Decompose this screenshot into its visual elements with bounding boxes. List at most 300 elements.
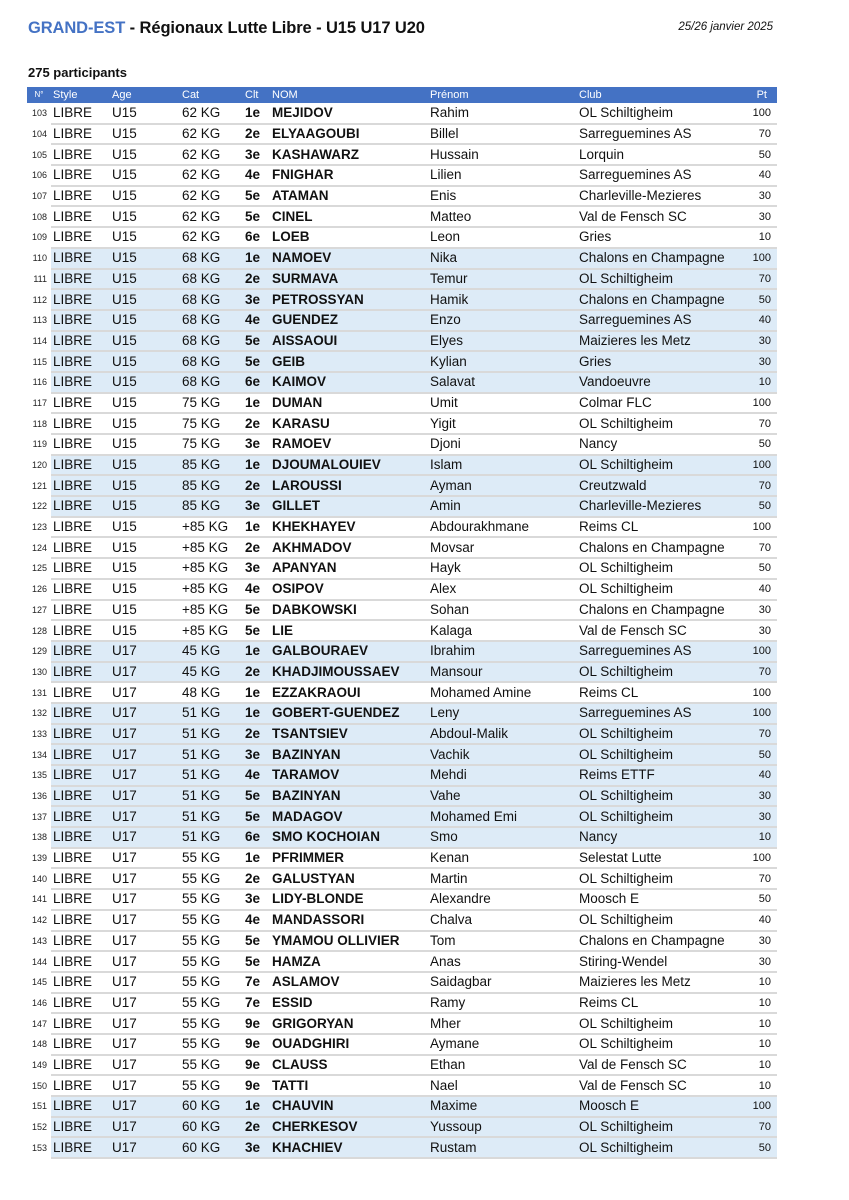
row-number: 129 bbox=[27, 641, 51, 662]
club-cell: OL Schiltigheim bbox=[577, 413, 737, 434]
club-cell: Nancy bbox=[577, 434, 737, 455]
first-name-cell: Saidagbar bbox=[428, 972, 577, 993]
table-row bbox=[27, 765, 777, 786]
age-cell: U17 bbox=[110, 744, 180, 765]
age-cell: U17 bbox=[110, 951, 180, 972]
event-date: 25/26 janvier 2025 bbox=[678, 21, 773, 33]
first-name-cell: Amin bbox=[428, 496, 577, 517]
row-number: 148 bbox=[27, 1034, 51, 1055]
first-name-cell: Nika bbox=[428, 248, 577, 269]
category-cell: 55 KG bbox=[180, 1034, 243, 1055]
style-cell: LIBRE bbox=[51, 1096, 110, 1117]
rank-cell: 3e bbox=[243, 1137, 270, 1158]
first-name-cell: Leon bbox=[428, 227, 577, 248]
age-cell: U15 bbox=[110, 165, 180, 186]
row-number: 144 bbox=[27, 951, 51, 972]
category-cell: 55 KG bbox=[180, 951, 243, 972]
last-name-cell: TATTI bbox=[270, 1075, 428, 1096]
row-number: 104 bbox=[27, 124, 51, 145]
table-row bbox=[27, 331, 777, 352]
points-cell: 10 bbox=[737, 1055, 777, 1076]
last-name-cell: HAMZA bbox=[270, 951, 428, 972]
age-cell: U17 bbox=[110, 1075, 180, 1096]
row-number: 125 bbox=[27, 558, 51, 579]
club-cell: Maizieres les Metz bbox=[577, 331, 737, 352]
points-cell: 50 bbox=[737, 889, 777, 910]
row-number: 122 bbox=[27, 496, 51, 517]
rank-cell: 2e bbox=[243, 269, 270, 290]
age-cell: U17 bbox=[110, 889, 180, 910]
category-cell: 51 KG bbox=[180, 786, 243, 807]
points-cell: 100 bbox=[737, 248, 777, 269]
points-cell: 40 bbox=[737, 165, 777, 186]
points-cell: 100 bbox=[737, 455, 777, 476]
category-cell: 62 KG bbox=[180, 144, 243, 165]
row-number: 116 bbox=[27, 372, 51, 393]
first-name-cell: Umit bbox=[428, 393, 577, 414]
table-row bbox=[27, 455, 777, 476]
category-cell: 85 KG bbox=[180, 496, 243, 517]
last-name-cell: MADAGOV bbox=[270, 806, 428, 827]
rank-cell: 5e bbox=[243, 931, 270, 952]
rank-cell: 5e bbox=[243, 206, 270, 227]
points-cell: 30 bbox=[737, 351, 777, 372]
first-name-cell: Aymane bbox=[428, 1034, 577, 1055]
points-cell: 50 bbox=[737, 144, 777, 165]
col-nom: NOM bbox=[272, 89, 298, 101]
points-cell: 30 bbox=[737, 806, 777, 827]
age-cell: U17 bbox=[110, 806, 180, 827]
style-cell: LIBRE bbox=[51, 786, 110, 807]
club-cell: Maizieres les Metz bbox=[577, 972, 737, 993]
club-cell: OL Schiltigheim bbox=[577, 103, 737, 124]
rank-cell: 3e bbox=[243, 744, 270, 765]
rank-cell: 2e bbox=[243, 413, 270, 434]
table-row bbox=[27, 558, 777, 579]
club-cell: Chalons en Champagne bbox=[577, 537, 737, 558]
club-cell: OL Schiltigheim bbox=[577, 786, 737, 807]
table-row bbox=[27, 393, 777, 414]
club-cell: Chalons en Champagne bbox=[577, 931, 737, 952]
points-cell: 10 bbox=[737, 827, 777, 848]
club-cell: Reims ETTF bbox=[577, 765, 737, 786]
style-cell: LIBRE bbox=[51, 186, 110, 207]
points-cell: 40 bbox=[737, 310, 777, 331]
first-name-cell: Sohan bbox=[428, 600, 577, 621]
first-name-cell: Salavat bbox=[428, 372, 577, 393]
category-cell: 60 KG bbox=[180, 1137, 243, 1158]
row-number: 131 bbox=[27, 682, 51, 703]
club-cell: Colmar FLC bbox=[577, 393, 737, 414]
rank-cell: 4e bbox=[243, 579, 270, 600]
category-cell: 60 KG bbox=[180, 1096, 243, 1117]
row-number: 150 bbox=[27, 1075, 51, 1096]
row-number: 115 bbox=[27, 351, 51, 372]
last-name-cell: ESSID bbox=[270, 993, 428, 1014]
last-name-cell: CHAUVIN bbox=[270, 1096, 428, 1117]
club-cell: Moosch E bbox=[577, 889, 737, 910]
points-cell: 30 bbox=[737, 951, 777, 972]
category-cell: 55 KG bbox=[180, 910, 243, 931]
rank-cell: 3e bbox=[243, 144, 270, 165]
style-cell: LIBRE bbox=[51, 579, 110, 600]
table-row bbox=[27, 434, 777, 455]
category-cell: 85 KG bbox=[180, 475, 243, 496]
rank-cell: 5e bbox=[243, 951, 270, 972]
points-cell: 70 bbox=[737, 724, 777, 745]
style-cell: LIBRE bbox=[51, 434, 110, 455]
first-name-cell: Rustam bbox=[428, 1137, 577, 1158]
category-cell: 51 KG bbox=[180, 806, 243, 827]
club-cell: Vandoeuvre bbox=[577, 372, 737, 393]
category-cell: 85 KG bbox=[180, 455, 243, 476]
row-number: 118 bbox=[27, 413, 51, 434]
club-cell: Stiring-Wendel bbox=[577, 951, 737, 972]
club-cell: Charleville-Mezieres bbox=[577, 186, 737, 207]
table-row bbox=[27, 496, 777, 517]
style-cell: LIBRE bbox=[51, 1137, 110, 1158]
first-name-cell: Vachik bbox=[428, 744, 577, 765]
age-cell: U15 bbox=[110, 248, 180, 269]
rank-cell: 9e bbox=[243, 1034, 270, 1055]
style-cell: LIBRE bbox=[51, 1075, 110, 1096]
first-name-cell: Mansour bbox=[428, 662, 577, 683]
age-cell: U15 bbox=[110, 289, 180, 310]
age-cell: U15 bbox=[110, 351, 180, 372]
category-cell: 68 KG bbox=[180, 331, 243, 352]
table-row bbox=[27, 517, 777, 538]
rank-cell: 1e bbox=[243, 682, 270, 703]
table-row bbox=[27, 186, 777, 207]
brand-name: GRAND-EST bbox=[28, 19, 126, 37]
style-cell: LIBRE bbox=[51, 951, 110, 972]
style-cell: LIBRE bbox=[51, 765, 110, 786]
col-cat: Cat bbox=[182, 89, 200, 101]
age-cell: U15 bbox=[110, 310, 180, 331]
last-name-cell: KASHAWARZ bbox=[270, 144, 428, 165]
row-number: 119 bbox=[27, 434, 51, 455]
points-cell: 30 bbox=[737, 331, 777, 352]
last-name-cell: GOBERT-GUENDEZ bbox=[270, 703, 428, 724]
last-name-cell: EZZAKRAOUI bbox=[270, 682, 428, 703]
table-row bbox=[27, 827, 777, 848]
first-name-cell: Kylian bbox=[428, 351, 577, 372]
category-cell: 48 KG bbox=[180, 682, 243, 703]
points-cell: 50 bbox=[737, 289, 777, 310]
table-row bbox=[27, 1013, 777, 1034]
points-cell: 100 bbox=[737, 641, 777, 662]
row-number: 137 bbox=[27, 806, 51, 827]
participant-count: 275 participants bbox=[28, 65, 127, 80]
style-cell: LIBRE bbox=[51, 868, 110, 889]
last-name-cell: FNIGHAR bbox=[270, 165, 428, 186]
first-name-cell: Lilien bbox=[428, 165, 577, 186]
age-cell: U15 bbox=[110, 103, 180, 124]
age-cell: U15 bbox=[110, 269, 180, 290]
age-cell: U15 bbox=[110, 579, 180, 600]
club-cell: Chalons en Champagne bbox=[577, 289, 737, 310]
first-name-cell: Mher bbox=[428, 1013, 577, 1034]
category-cell: +85 KG bbox=[180, 517, 243, 538]
style-cell: LIBRE bbox=[51, 310, 110, 331]
rank-cell: 2e bbox=[243, 537, 270, 558]
points-cell: 50 bbox=[737, 558, 777, 579]
club-cell: Val de Fensch SC bbox=[577, 620, 737, 641]
rank-cell: 9e bbox=[243, 1013, 270, 1034]
row-number: 135 bbox=[27, 765, 51, 786]
first-name-cell: Martin bbox=[428, 868, 577, 889]
club-cell: OL Schiltigheim bbox=[577, 1137, 737, 1158]
rank-cell: 5e bbox=[243, 806, 270, 827]
rank-cell: 2e bbox=[243, 475, 270, 496]
points-cell: 10 bbox=[737, 1034, 777, 1055]
first-name-cell: Kalaga bbox=[428, 620, 577, 641]
table-row bbox=[27, 662, 777, 683]
last-name-cell: DUMAN bbox=[270, 393, 428, 414]
club-cell: OL Schiltigheim bbox=[577, 910, 737, 931]
row-number: 123 bbox=[27, 517, 51, 538]
row-number: 113 bbox=[27, 310, 51, 331]
first-name-cell: Enzo bbox=[428, 310, 577, 331]
first-name-cell: Djoni bbox=[428, 434, 577, 455]
col-club: Club bbox=[579, 89, 602, 101]
table-row bbox=[27, 641, 777, 662]
first-name-cell: Yussoup bbox=[428, 1117, 577, 1138]
row-number: 143 bbox=[27, 931, 51, 952]
age-cell: U17 bbox=[110, 765, 180, 786]
club-cell: OL Schiltigheim bbox=[577, 269, 737, 290]
rank-cell: 1e bbox=[243, 1096, 270, 1117]
club-cell: Sarreguemines AS bbox=[577, 703, 737, 724]
club-cell: Chalons en Champagne bbox=[577, 600, 737, 621]
points-cell: 30 bbox=[737, 620, 777, 641]
club-cell: OL Schiltigheim bbox=[577, 724, 737, 745]
row-number: 120 bbox=[27, 455, 51, 476]
age-cell: U17 bbox=[110, 1096, 180, 1117]
table-row bbox=[27, 413, 777, 434]
rank-cell: 5e bbox=[243, 620, 270, 641]
age-cell: U15 bbox=[110, 620, 180, 641]
style-cell: LIBRE bbox=[51, 517, 110, 538]
points-cell: 100 bbox=[737, 517, 777, 538]
points-cell: 50 bbox=[737, 1137, 777, 1158]
category-cell: 68 KG bbox=[180, 289, 243, 310]
row-number: 109 bbox=[27, 227, 51, 248]
row-number: 130 bbox=[27, 662, 51, 683]
category-cell: 51 KG bbox=[180, 744, 243, 765]
category-cell: 55 KG bbox=[180, 931, 243, 952]
points-cell: 10 bbox=[737, 227, 777, 248]
style-cell: LIBRE bbox=[51, 227, 110, 248]
style-cell: LIBRE bbox=[51, 827, 110, 848]
category-cell: 75 KG bbox=[180, 393, 243, 414]
points-cell: 70 bbox=[737, 475, 777, 496]
age-cell: U15 bbox=[110, 537, 180, 558]
points-cell: 10 bbox=[737, 993, 777, 1014]
age-cell: U17 bbox=[110, 703, 180, 724]
table-row bbox=[27, 993, 777, 1014]
last-name-cell: ATAMAN bbox=[270, 186, 428, 207]
category-cell: 55 KG bbox=[180, 993, 243, 1014]
category-cell: 62 KG bbox=[180, 103, 243, 124]
age-cell: U17 bbox=[110, 724, 180, 745]
table-row bbox=[27, 951, 777, 972]
style-cell: LIBRE bbox=[51, 1034, 110, 1055]
style-cell: LIBRE bbox=[51, 910, 110, 931]
last-name-cell: CINEL bbox=[270, 206, 428, 227]
first-name-cell: Ethan bbox=[428, 1055, 577, 1076]
rank-cell: 1e bbox=[243, 103, 270, 124]
age-cell: U15 bbox=[110, 186, 180, 207]
first-name-cell: Tom bbox=[428, 931, 577, 952]
rank-cell: 1e bbox=[243, 848, 270, 869]
table-body bbox=[27, 103, 777, 1158]
category-cell: 45 KG bbox=[180, 641, 243, 662]
category-cell: 62 KG bbox=[180, 165, 243, 186]
first-name-cell: Hamik bbox=[428, 289, 577, 310]
first-name-cell: Alexandre bbox=[428, 889, 577, 910]
first-name-cell: Hayk bbox=[428, 558, 577, 579]
age-cell: U15 bbox=[110, 124, 180, 145]
points-cell: 70 bbox=[737, 124, 777, 145]
style-cell: LIBRE bbox=[51, 206, 110, 227]
age-cell: U15 bbox=[110, 413, 180, 434]
row-number: 127 bbox=[27, 600, 51, 621]
style-cell: LIBRE bbox=[51, 372, 110, 393]
table-row bbox=[27, 931, 777, 952]
age-cell: U17 bbox=[110, 641, 180, 662]
category-cell: 68 KG bbox=[180, 248, 243, 269]
last-name-cell: KHEKHAYEV bbox=[270, 517, 428, 538]
style-cell: LIBRE bbox=[51, 351, 110, 372]
category-cell: +85 KG bbox=[180, 537, 243, 558]
club-cell: Selestat Lutte bbox=[577, 848, 737, 869]
table-row bbox=[27, 537, 777, 558]
club-cell: Lorquin bbox=[577, 144, 737, 165]
row-number: 145 bbox=[27, 972, 51, 993]
rank-cell: 4e bbox=[243, 165, 270, 186]
first-name-cell: Abdourakhmane bbox=[428, 517, 577, 538]
style-cell: LIBRE bbox=[51, 662, 110, 683]
rank-cell: 3e bbox=[243, 434, 270, 455]
last-name-cell: OSIPOV bbox=[270, 579, 428, 600]
age-cell: U17 bbox=[110, 827, 180, 848]
first-name-cell: Alex bbox=[428, 579, 577, 600]
category-cell: 51 KG bbox=[180, 827, 243, 848]
last-name-cell: LIE bbox=[270, 620, 428, 641]
rank-cell: 1e bbox=[243, 517, 270, 538]
age-cell: U17 bbox=[110, 682, 180, 703]
table-row bbox=[27, 848, 777, 869]
table-row bbox=[27, 372, 777, 393]
first-name-cell: Mehdi bbox=[428, 765, 577, 786]
table-row bbox=[27, 1055, 777, 1076]
style-cell: LIBRE bbox=[51, 889, 110, 910]
last-name-cell: KHADJIMOUSSAEV bbox=[270, 662, 428, 683]
row-number: 146 bbox=[27, 993, 51, 1014]
style-cell: LIBRE bbox=[51, 620, 110, 641]
age-cell: U17 bbox=[110, 931, 180, 952]
age-cell: U17 bbox=[110, 910, 180, 931]
style-cell: LIBRE bbox=[51, 496, 110, 517]
first-name-cell: Enis bbox=[428, 186, 577, 207]
rank-cell: 1e bbox=[243, 455, 270, 476]
last-name-cell: CLAUSS bbox=[270, 1055, 428, 1076]
table-row bbox=[27, 310, 777, 331]
age-cell: U15 bbox=[110, 600, 180, 621]
row-number: 103 bbox=[27, 103, 51, 124]
col-prenom: Prénom bbox=[430, 89, 469, 101]
first-name-cell: Yigit bbox=[428, 413, 577, 434]
col-style: Style bbox=[53, 89, 78, 101]
age-cell: U15 bbox=[110, 206, 180, 227]
category-cell: 75 KG bbox=[180, 413, 243, 434]
style-cell: LIBRE bbox=[51, 124, 110, 145]
age-cell: U15 bbox=[110, 496, 180, 517]
style-cell: LIBRE bbox=[51, 1013, 110, 1034]
table-row bbox=[27, 351, 777, 372]
style-cell: LIBRE bbox=[51, 1055, 110, 1076]
rank-cell: 6e bbox=[243, 372, 270, 393]
points-cell: 100 bbox=[737, 1096, 777, 1117]
age-cell: U15 bbox=[110, 393, 180, 414]
rank-cell: 1e bbox=[243, 248, 270, 269]
rank-cell: 7e bbox=[243, 993, 270, 1014]
col-pt: Pt bbox=[756, 89, 767, 101]
last-name-cell: APANYAN bbox=[270, 558, 428, 579]
row-number: 107 bbox=[27, 186, 51, 207]
table-row bbox=[27, 889, 777, 910]
points-cell: 30 bbox=[737, 931, 777, 952]
table-row bbox=[27, 910, 777, 931]
row-number: 117 bbox=[27, 393, 51, 414]
col-num: N° bbox=[34, 90, 44, 99]
points-cell: 50 bbox=[737, 744, 777, 765]
style-cell: LIBRE bbox=[51, 248, 110, 269]
style-cell: LIBRE bbox=[51, 806, 110, 827]
rank-cell: 3e bbox=[243, 289, 270, 310]
last-name-cell: BAZINYAN bbox=[270, 786, 428, 807]
rank-cell: 5e bbox=[243, 600, 270, 621]
category-cell: 68 KG bbox=[180, 269, 243, 290]
style-cell: LIBRE bbox=[51, 393, 110, 414]
rank-cell: 5e bbox=[243, 786, 270, 807]
club-cell: OL Schiltigheim bbox=[577, 662, 737, 683]
style-cell: LIBRE bbox=[51, 641, 110, 662]
last-name-cell: KARASU bbox=[270, 413, 428, 434]
category-cell: 45 KG bbox=[180, 662, 243, 683]
age-cell: U17 bbox=[110, 1034, 180, 1055]
rank-cell: 2e bbox=[243, 724, 270, 745]
event-title: - Régionaux Lutte Libre - U15 U17 U20 bbox=[125, 19, 425, 37]
first-name-cell: Movsar bbox=[428, 537, 577, 558]
category-cell: 62 KG bbox=[180, 227, 243, 248]
rank-cell: 4e bbox=[243, 765, 270, 786]
last-name-cell: LIDY-BLONDE bbox=[270, 889, 428, 910]
style-cell: LIBRE bbox=[51, 724, 110, 745]
category-cell: 68 KG bbox=[180, 310, 243, 331]
row-number: 108 bbox=[27, 206, 51, 227]
last-name-cell: TSANTSIEV bbox=[270, 724, 428, 745]
points-cell: 10 bbox=[737, 372, 777, 393]
rank-cell: 1e bbox=[243, 393, 270, 414]
last-name-cell: MANDASSORI bbox=[270, 910, 428, 931]
club-cell: Moosch E bbox=[577, 1096, 737, 1117]
rank-cell: 4e bbox=[243, 310, 270, 331]
first-name-cell: Islam bbox=[428, 455, 577, 476]
points-cell: 40 bbox=[737, 910, 777, 931]
style-cell: LIBRE bbox=[51, 972, 110, 993]
